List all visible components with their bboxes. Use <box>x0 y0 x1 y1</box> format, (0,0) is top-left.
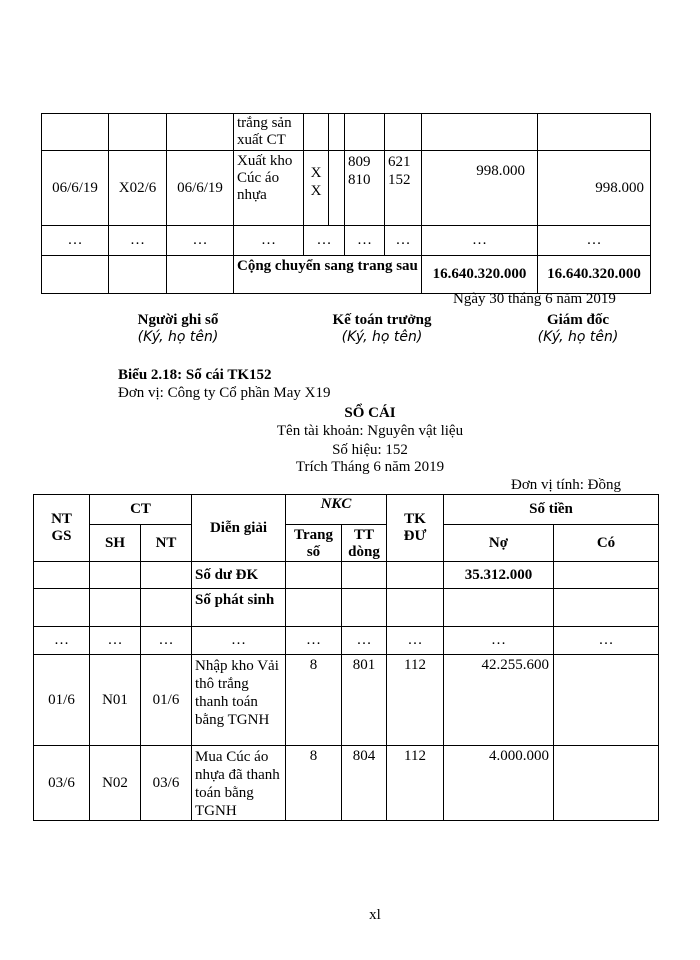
journal-row <box>42 114 651 151</box>
journal-total-label: Cộng chuyển sang trang sau <box>234 256 422 294</box>
journal-mark: X <box>310 165 322 181</box>
journal-mark: X <box>310 183 322 199</box>
ledger-credit <box>554 655 659 746</box>
signature-chief-accountant <box>282 312 482 345</box>
ledger-debit: 4.000.000 <box>444 746 554 821</box>
journal-row <box>42 226 651 256</box>
journal-desc: Xuất kho Cúc áo nhựa <box>234 151 304 226</box>
ellipsis: … <box>167 226 234 256</box>
ellipsis: … <box>387 627 444 655</box>
journal-line: 809 810 <box>345 151 385 226</box>
ledger-debit: 42.255.600 <box>444 655 554 746</box>
ellipsis: … <box>444 627 554 655</box>
header-credit: Có <box>554 525 659 562</box>
ledger-nt: 01/6 <box>141 655 192 746</box>
journal-debit: 998.000 <box>422 151 538 226</box>
ellipsis: … <box>342 627 387 655</box>
page-number: xl <box>369 907 381 923</box>
journal-doc-no: X02/6 <box>109 151 167 226</box>
ledger-sh: N02 <box>90 746 141 821</box>
ellipsis: … <box>234 226 304 256</box>
header-page: Trang số <box>286 525 342 562</box>
arising-label <box>192 589 286 627</box>
header-tk: TK ĐƯ <box>387 495 444 562</box>
ledger-tk: 112 <box>387 746 444 821</box>
journal-date: 06/6/19 <box>42 151 109 226</box>
ellipsis: … <box>554 627 659 655</box>
opening-balance-debit: 35.312.000 <box>444 562 554 589</box>
account-name: Tên tài khoản: Nguyên vật liệu <box>276 423 464 439</box>
ledger-line: 804 <box>342 746 387 821</box>
header-debit: Nợ <box>444 525 554 562</box>
journal-table <box>41 113 651 294</box>
arising-row <box>34 589 659 627</box>
signature-role: Kế toán trưởng <box>332 312 432 328</box>
header-amount: Số tiền <box>444 495 659 525</box>
ellipsis-row <box>34 627 659 655</box>
ellipsis: … <box>304 226 345 256</box>
header-line: TT dòng <box>342 525 387 562</box>
journal-desc: trắng sản xuất CT <box>234 114 304 151</box>
ellipsis: … <box>385 226 422 256</box>
ledger-sh: N01 <box>90 655 141 746</box>
ledger-row <box>34 746 659 821</box>
date-line: Ngày 30 tháng 6 năm 2019 <box>453 291 616 307</box>
ledger-title: SỔ CÁI <box>344 405 396 421</box>
header-row <box>34 525 659 562</box>
account-number: Số hiệu: 152 <box>332 442 408 458</box>
header-ct: CT <box>90 495 192 525</box>
header-nt-gs: NT GS <box>34 495 90 562</box>
signature-role: Giám đốc <box>546 312 610 328</box>
header-row <box>34 495 659 525</box>
arising-label-part: Số phát sinh <box>195 592 275 608</box>
opening-balance-label: Số dư ĐK <box>192 562 286 589</box>
currency-unit: Đơn vị tính: Đồng <box>511 477 622 493</box>
signature-role: Người ghi sổ <box>137 312 219 328</box>
header-desc: Diễn giải <box>192 495 286 562</box>
period: Trích Tháng 6 năm 2019 <box>295 459 445 475</box>
journal-credit: 998.000 <box>538 151 651 226</box>
journal-total-debit: 16.640.320.000 <box>422 256 538 294</box>
ellipsis: … <box>34 627 90 655</box>
signature-note: (Ký, họ tên) <box>341 329 423 345</box>
ledger-nt: 03/6 <box>141 746 192 821</box>
signature-recorder <box>78 312 278 345</box>
ledger-page: 8 <box>286 746 342 821</box>
header-sh: SH <box>90 525 141 562</box>
journal-row <box>42 151 651 226</box>
signature-note: (Ký, họ tên) <box>537 329 619 345</box>
ledger-nt-gs: 01/6 <box>34 655 90 746</box>
ellipsis: … <box>422 226 538 256</box>
ledger-row <box>34 655 659 746</box>
header-nkc: NKC <box>286 495 387 525</box>
ellipsis: … <box>192 627 286 655</box>
ledger-desc: Mua Cúc áo nhựa đã thanh toán bằng TGNH <box>192 746 286 821</box>
journal-total-row <box>42 256 651 294</box>
journal-doc-date: 06/6/19 <box>167 151 234 226</box>
ledger-credit <box>554 746 659 821</box>
ledger-tk: 112 <box>387 655 444 746</box>
signature-director <box>478 312 678 345</box>
ellipsis: … <box>141 627 192 655</box>
ledger-desc: Nhập kho Vải thô trắng thanh toán bằng TGNH <box>192 655 286 746</box>
ledger-nt-gs: 03/6 <box>34 746 90 821</box>
journal-total-credit: 16.640.320.000 <box>538 256 651 294</box>
ledger-line: 801 <box>342 655 387 746</box>
unit-name: Đơn vị: Công ty Cổ phần May X19 <box>118 385 331 401</box>
journal-acct: 621 152 <box>385 151 422 226</box>
header-nt: NT <box>141 525 192 562</box>
ledger-page: 8 <box>286 655 342 746</box>
ellipsis: … <box>90 627 141 655</box>
exhibit-title: Biểu 2.18: Sổ cái TK152 <box>118 367 272 383</box>
ellipsis: … <box>345 226 385 256</box>
ellipsis: … <box>538 226 651 256</box>
ellipsis: … <box>42 226 109 256</box>
signature-note: (Ký, họ tên) <box>137 329 219 345</box>
ellipsis: … <box>109 226 167 256</box>
ledger-table <box>33 494 659 821</box>
opening-balance-row <box>34 562 659 589</box>
ellipsis: … <box>286 627 342 655</box>
